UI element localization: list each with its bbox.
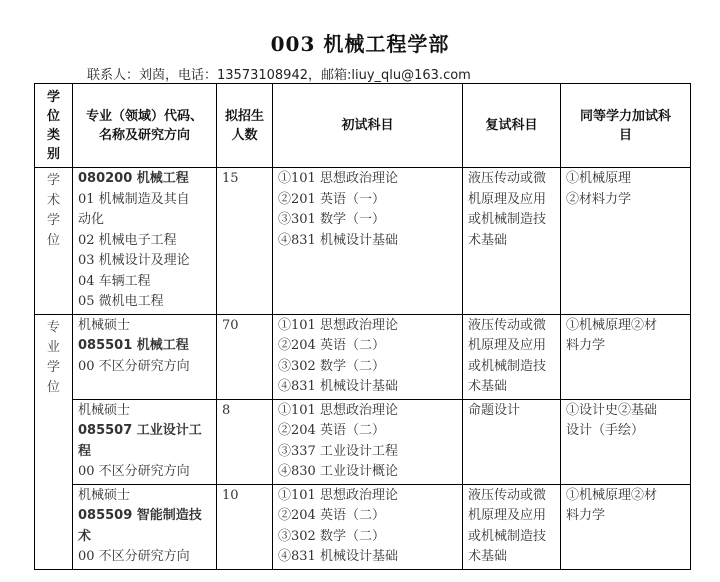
major-cell: 机械硕士 085509 智能制造技术 00 不区分研究方向: [73, 484, 217, 569]
major-cell: 机械硕士 085501 机械工程 00 不区分研究方向: [73, 314, 217, 399]
header-major: 专业（领域）代码、 名称及研究方向: [73, 84, 217, 168]
header-exam: 初试科目: [273, 84, 463, 168]
header-category: 学 位 类 别: [35, 84, 73, 168]
category-cell-academic: 学 术 学 位: [35, 168, 73, 315]
table-row: [35, 399, 691, 484]
exam-cell: ①101 思想政治理论 ②204 英语（二） ③302 数学（二） ④831 机械设计基础: [273, 484, 463, 569]
category-cell-professional: 专 业 学 位: [35, 314, 73, 569]
retest-cell: 液压传动或微 机原理及应用 或机械制造技 术基础: [463, 314, 561, 399]
extra-cell: ①机械原理②材 料力学: [561, 314, 691, 399]
extra-cell: ①设计史②基础 设计（手绘）: [561, 399, 691, 484]
exam-cell: ①101 思想政治理论 ②201 英语（一） ③301 数学（一） ④831 机械设计基础: [273, 168, 463, 315]
enroll-cell: 70: [217, 314, 273, 399]
table-row: [35, 168, 691, 315]
header-retest: 复试科目: [463, 84, 561, 168]
exam-cell: ①101 思想政治理论 ②204 英语（二） ③337 工业设计工程 ④830 工业设计概论: [273, 399, 463, 484]
contact-info: 联系人：刘茵，电话：13573108942，邮箱:liuy_qlu@163.com: [87, 68, 471, 83]
header-enroll: 拟招生 人数: [217, 84, 273, 168]
retest-cell: 液压传动或微 机原理及应用 或机械制造技 术基础: [463, 168, 561, 315]
page-title: 003 机械工程学部: [270, 32, 450, 56]
enroll-cell: 8: [217, 399, 273, 484]
exam-cell: ①101 思想政治理论 ②204 英语（二） ③302 数学（二） ④831 机械设计基础: [273, 314, 463, 399]
retest-cell: 液压传动或微 机原理及应用 或机械制造技 术基础: [463, 484, 561, 569]
extra-cell: ①机械原理 ②材料力学: [561, 168, 691, 315]
retest-cell: 命题设计: [463, 399, 561, 484]
major-cell: 机械硕士 085507 工业设计工程 00 不区分研究方向: [73, 399, 217, 484]
extra-cell: ①机械原理②材 料力学: [561, 484, 691, 569]
table-row: [35, 314, 691, 399]
major-cell: 080200 机械工程 01 机械制造及其自 动化 02 机械电子工程 03 机械设计及理论 04 车辆工程 05 微机电工程: [73, 168, 217, 315]
table-row: [35, 484, 691, 569]
header-extra: 同等学力加试科 目: [561, 84, 691, 168]
admissions-table: [34, 83, 691, 570]
enroll-cell: 10: [217, 484, 273, 569]
table-header-row: [35, 84, 691, 168]
enroll-cell: 15: [217, 168, 273, 315]
